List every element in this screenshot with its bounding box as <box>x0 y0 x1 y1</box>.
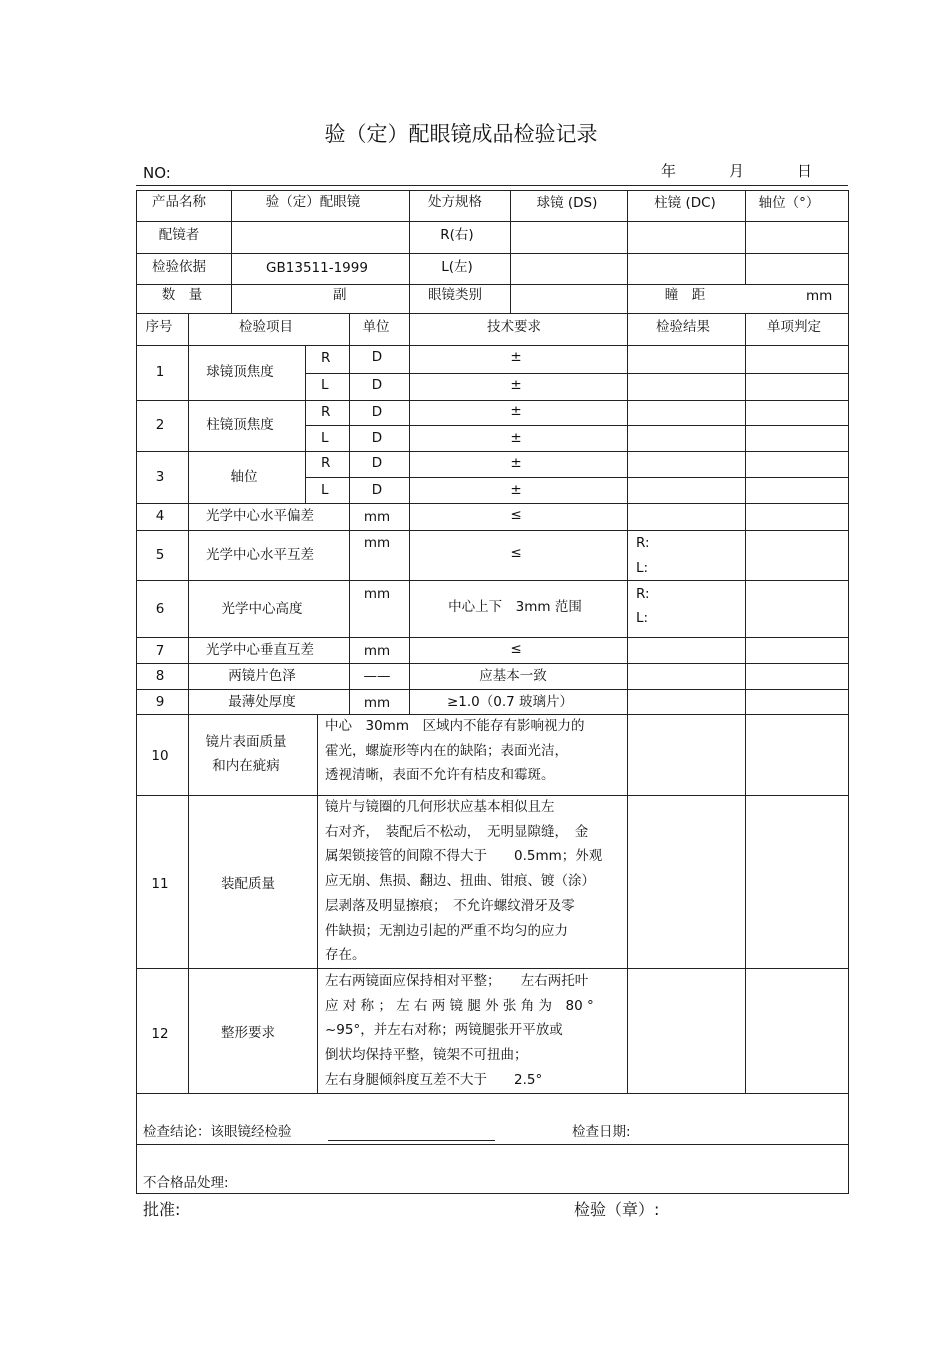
table-rule-vertical <box>317 714 318 1094</box>
row-3-no: 3 <box>155 469 165 485</box>
row-1-unit-r: D <box>371 349 383 365</box>
row-10-no: 10 <box>151 748 169 764</box>
table-rule-horizontal <box>136 580 849 581</box>
table-rule-horizontal <box>136 689 849 690</box>
page-title: 验（定）配眼镜成品检验记录 <box>324 122 598 146</box>
row-3-req-r: ± <box>510 455 522 471</box>
row-2-unit-r: D <box>371 404 383 420</box>
row-11-no: 11 <box>151 876 169 892</box>
row-10-item-line1: 镜片表面质量 <box>205 734 287 750</box>
quantity-label: 数 量 <box>161 287 203 303</box>
row-1-item: 球镜顶焦度 <box>206 364 274 380</box>
right-eye-label: R(右) <box>440 227 474 243</box>
table-rule-horizontal <box>136 1193 849 1194</box>
table-rule-horizontal <box>136 253 849 254</box>
row-8-no: 8 <box>155 668 165 684</box>
table-rule-vertical <box>409 190 410 314</box>
row-3-req-l: ± <box>510 482 522 498</box>
row-5-unit: mm <box>363 535 391 551</box>
row-2-req-r: ± <box>510 403 522 419</box>
row-6-result-l: L: <box>636 610 649 626</box>
row-4-no: 4 <box>155 508 165 524</box>
fitter-label: 配镜者 <box>158 227 200 243</box>
table-rule-horizontal <box>136 345 849 346</box>
table-rule-horizontal <box>136 451 849 452</box>
row-3-unit-l: D <box>371 482 383 498</box>
row-12-item: 整形要求 <box>221 1025 275 1041</box>
row-5-item: 光学中心水平互差 <box>206 547 314 563</box>
row-9-req: ≥1.0（0.7 玻璃片） <box>446 694 574 710</box>
row-11-requirement: 镜片与镜圈的几何形状应基本相似且左 右对齐， 装配后不松动， 无明显隙缝， 金 属架锁接管的间隙不得大于 0.5mm；外观 应无崩、焦损、翻边、扭曲、钳痕、镀（涂） 层剥落及明显擦痕； 不允许螺纹滑牙及零 件缺损；无割边引起的严重不均匀的应力 存在。 <box>325 799 603 964</box>
row-1-no: 1 <box>155 364 165 380</box>
table-rule-horizontal <box>136 313 849 314</box>
basis-standard: GB13511-1999 <box>266 260 368 276</box>
col-header-item: 检验项目 <box>239 319 293 335</box>
row-6-item: 光学中心高度 <box>221 601 303 617</box>
row-7-req: ≤ <box>510 641 522 657</box>
year-label: 年 <box>661 162 677 180</box>
row-3-l: L <box>321 482 329 498</box>
row-12-requirement: 左右两镜面应保持相对平整； 左右两托叶 应 对 称 ； 左 右 两 镜 腿 外 张 角 为 80 ° ~95°，并左右对称；两镜腿张开平放或 倒状均保持平整，镜架不可扭曲； 左右身腿倾斜度互差不大于 2.5° <box>325 973 594 1088</box>
col-header-requirement: 技术要求 <box>487 319 541 335</box>
row-8-unit: —— <box>363 668 391 684</box>
row-5-result-r: R: <box>636 535 650 551</box>
row-6-unit: mm <box>363 586 391 602</box>
table-rule-horizontal <box>136 663 849 664</box>
row-2-unit-l: D <box>371 430 383 446</box>
row-12-no: 12 <box>151 1026 169 1042</box>
row-6-req: 中心上下 3mm 范围 <box>448 599 582 615</box>
row-7-item: 光学中心垂直互差 <box>206 642 314 658</box>
row-2-no: 2 <box>155 417 165 433</box>
row-1-req-r: ± <box>510 349 522 365</box>
inspection-date-label: 检查日期: <box>572 1124 631 1140</box>
quantity-unit: 副 <box>333 287 347 303</box>
dc-header: 柱镜 (DC) <box>654 195 716 211</box>
row-1-r: R <box>321 350 331 366</box>
table-rule-horizontal <box>136 1144 849 1145</box>
row-4-unit: mm <box>363 509 391 525</box>
table-rule-vertical <box>510 190 511 314</box>
axis-header: 轴位（°） <box>758 195 820 211</box>
row-8-item: 两镜片色泽 <box>228 668 296 684</box>
table-rule-horizontal <box>305 477 849 478</box>
row-2-req-l: ± <box>510 430 522 446</box>
row-5-result-l: L: <box>636 560 649 576</box>
ds-header: 球镜 (DS) <box>536 195 598 211</box>
nonconforming-label: 不合格品处理: <box>143 1175 229 1191</box>
table-rule-horizontal <box>305 373 849 374</box>
row-1-l: L <box>321 377 329 393</box>
table-rule-vertical <box>627 190 628 314</box>
row-4-req: ≤ <box>510 507 522 523</box>
row-2-item: 柱镜顶焦度 <box>206 417 274 433</box>
row-8-req: 应基本一致 <box>479 668 547 684</box>
row-1-req-l: ± <box>510 377 522 393</box>
conclusion-label: 检查结论：该眼镜经检验 <box>143 1124 292 1140</box>
table-rule-vertical <box>136 190 137 1194</box>
header-underline <box>136 185 848 186</box>
table-rule-horizontal <box>136 530 849 531</box>
table-rule-vertical <box>305 345 306 504</box>
table-rule-vertical <box>409 313 410 715</box>
product-name-label: 产品名称 <box>152 194 206 210</box>
table-rule-horizontal <box>136 400 849 401</box>
row-3-item: 轴位 <box>230 469 258 485</box>
row-3-unit-r: D <box>371 455 383 471</box>
row-9-unit: mm <box>363 695 391 711</box>
row-10-item-line2: 和内在疵病 <box>212 758 280 774</box>
row-6-no: 6 <box>155 601 165 617</box>
table-rule-vertical <box>848 190 849 1194</box>
conclusion-blank-line[interactable] <box>328 1140 495 1141</box>
col-header-unit: 单位 <box>362 319 390 335</box>
row-7-no: 7 <box>155 643 165 659</box>
row-1-unit-l: D <box>371 377 383 393</box>
table-rule-vertical <box>231 190 232 314</box>
row-2-l: L <box>321 430 329 446</box>
table-rule-horizontal <box>136 221 849 222</box>
record-number-label: NO: <box>143 164 171 182</box>
basis-label: 检验依据 <box>152 259 206 275</box>
row-3-r: R <box>321 455 331 471</box>
table-rule-vertical <box>349 313 350 715</box>
prescription-label: 处方规格 <box>428 194 482 210</box>
row-5-req: ≤ <box>510 545 522 561</box>
table-rule-vertical <box>188 313 189 1094</box>
table-rule-horizontal <box>136 637 849 638</box>
approval-label: 批准: <box>143 1200 181 1219</box>
row-11-item: 装配质量 <box>221 876 275 892</box>
table-rule-horizontal <box>136 503 849 504</box>
day-label: 日 <box>797 162 813 180</box>
table-rule-vertical <box>745 190 746 285</box>
table-rule-horizontal <box>136 190 849 191</box>
inspector-seal-label: 检验（章）: <box>574 1200 660 1219</box>
row-10-requirement: 中心 30mm 区域内不能存有影响视力的 霍光，螺旋形等内在的缺陷；表面光洁， 透视清晰，表面不允许有桔皮和霉斑。 <box>325 718 585 784</box>
left-eye-label: L(左) <box>441 259 473 275</box>
product-name-value: 验（定）配眼镜 <box>265 194 361 210</box>
row-2-r: R <box>321 404 331 420</box>
pd-unit: mm <box>806 288 833 304</box>
table-rule-horizontal <box>305 425 849 426</box>
table-rule-vertical <box>627 313 628 1094</box>
col-header-no: 序号 <box>145 319 173 335</box>
table-rule-vertical <box>745 313 746 1094</box>
row-4-item: 光学中心水平偏差 <box>206 508 314 524</box>
lens-type-label: 眼镜类别 <box>428 287 482 303</box>
row-7-unit: mm <box>363 643 391 659</box>
row-9-item: 最薄处厚度 <box>228 694 296 710</box>
table-rule-horizontal <box>136 1093 849 1094</box>
col-header-result: 检验结果 <box>656 319 710 335</box>
row-9-no: 9 <box>155 694 165 710</box>
col-header-verdict: 单项判定 <box>767 319 821 335</box>
row-6-result-r: R: <box>636 586 650 602</box>
pd-label: 瞳 距 <box>664 287 706 303</box>
month-label: 月 <box>729 162 745 180</box>
table-rule-horizontal <box>136 284 849 285</box>
row-5-no: 5 <box>155 547 165 563</box>
